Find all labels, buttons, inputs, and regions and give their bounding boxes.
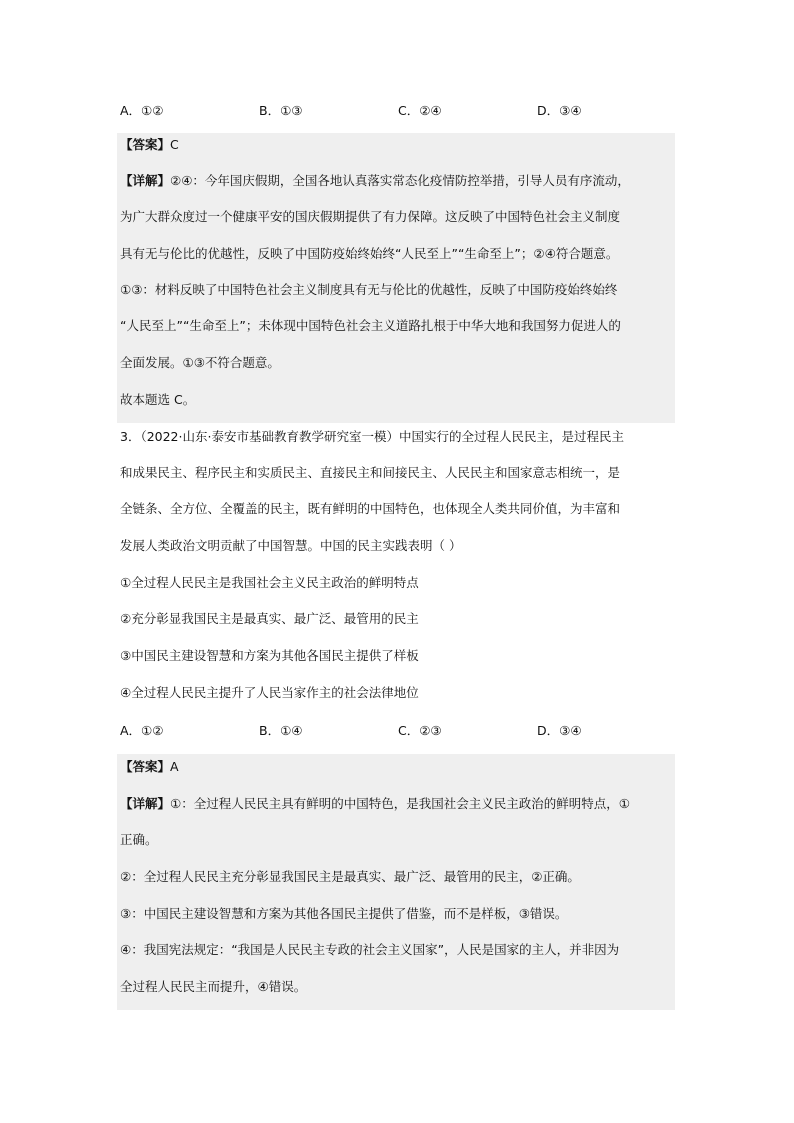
- q2-detail-line-2: 为广大群众度过一个健康平安的国庆假期提供了有力保障。这反映了中国特色社会主义制度: [120, 209, 621, 224]
- q3-option-c[interactable]: C．②③: [398, 723, 442, 738]
- q2-detail-line-3: 具有无与伦比的优越性，反映了中国防疫始终始终“人民至上”“生命至上”；②④符合题意。: [120, 246, 619, 261]
- q2-detail-line-4: ①③：材料反映了中国特色社会主义制度具有无与伦比的优越性，反映了中国防疫始终始终: [120, 282, 618, 297]
- q3-stem-line-1: 3．（2022·山东·泰安市基础教育教学研究室一模）中国实行的全过程人民民主，是过程民主: [120, 429, 624, 444]
- q2-detail-line-6: 全面发展。①③不符合题意。: [120, 355, 280, 370]
- q3-answer-tag: 【答案】: [120, 759, 171, 774]
- q3-detail-text-1: ①：全过程人民民主具有鲜明的中国特色，是我国社会主义民主政治的鲜明特点，①: [170, 796, 630, 811]
- q2-answer-tag: 【答案】: [120, 137, 171, 152]
- q3-answer-value: A: [170, 759, 179, 774]
- q3-option-b[interactable]: B．①④: [259, 723, 303, 738]
- q3-stem-line-3: 全链条、全方位、全覆盖的民主，既有鲜明的中国特色，也体现全人类共同价值，为丰富和: [120, 501, 621, 516]
- q3-detail-line-2: 正确。: [120, 832, 158, 847]
- q3-statement-2: ②充分彰显我国民主是最真实、最广泛、最管用的民主: [120, 611, 419, 626]
- q3-detail-line-1: [120, 795, 630, 813]
- q2-options: [120, 101, 680, 123]
- q3-detail-line-5: ④：我国宪法规定：“我国是人民民主专政的社会主义国家”，人民是国家的主人，并非因为: [120, 942, 620, 957]
- q3-detail-line-4: ③：中国民主建设智慧和方案为其他各国民主提供了借鉴，而不是样板，③错误。: [120, 906, 568, 921]
- q3-detail-line-6: 全过程人民民主而提升，④错误。: [120, 979, 307, 994]
- q2-answer-line: [120, 136, 179, 154]
- q3-answer-line: [120, 758, 179, 776]
- q2-option-b[interactable]: B．①③: [259, 103, 303, 118]
- q2-detail-line-1: [120, 172, 630, 190]
- q2-detail-line-5: “人民至上”“生命至上”；未体现中国特色社会主义道路扎根于中华大地和我国努力促进人的: [120, 318, 621, 333]
- q2-option-a[interactable]: A．①②: [120, 103, 164, 118]
- q3-stem-line-4: 发展人类政治文明贡献了中国智慧。中国的民主实践表明（ ）: [120, 538, 462, 553]
- q3-stem-line-2: 和成果民主、程序民主和实质民主、直接民主和间接民主、人民民主和国家意志相统一，是: [120, 465, 621, 480]
- q2-conclusion: 故本题选 C。: [120, 392, 196, 407]
- q3-statement-1: ①全过程人民民主是我国社会主义民主政治的鲜明特点: [120, 575, 419, 590]
- q3-statement-3: ③中国民主建设智慧和方案为其他各国民主提供了样板: [120, 648, 419, 663]
- q3-option-a[interactable]: A．①②: [120, 723, 164, 738]
- q3-option-d[interactable]: D．③④: [537, 723, 582, 738]
- q3-detail-line-3: ②：全过程人民民主充分彰显我国民主是最真实、最广泛、最管用的民主，②正确。: [120, 869, 580, 884]
- q3-statement-4: ④全过程人民民主提升了人民当家作主的社会法律地位: [120, 685, 419, 700]
- q3-detail-tag: 【详解】: [120, 796, 171, 811]
- q3-options: [120, 721, 680, 743]
- q2-detail-text-1: ②④：今年国庆假期，全国各地认真落实常态化疫情防控举措，引导人员有序流动，: [170, 173, 630, 188]
- q2-answer-value: C: [170, 137, 179, 152]
- q2-option-c[interactable]: C．②④: [398, 103, 442, 118]
- q2-detail-tag: 【详解】: [120, 173, 171, 188]
- q2-option-d[interactable]: D．③④: [537, 103, 582, 118]
